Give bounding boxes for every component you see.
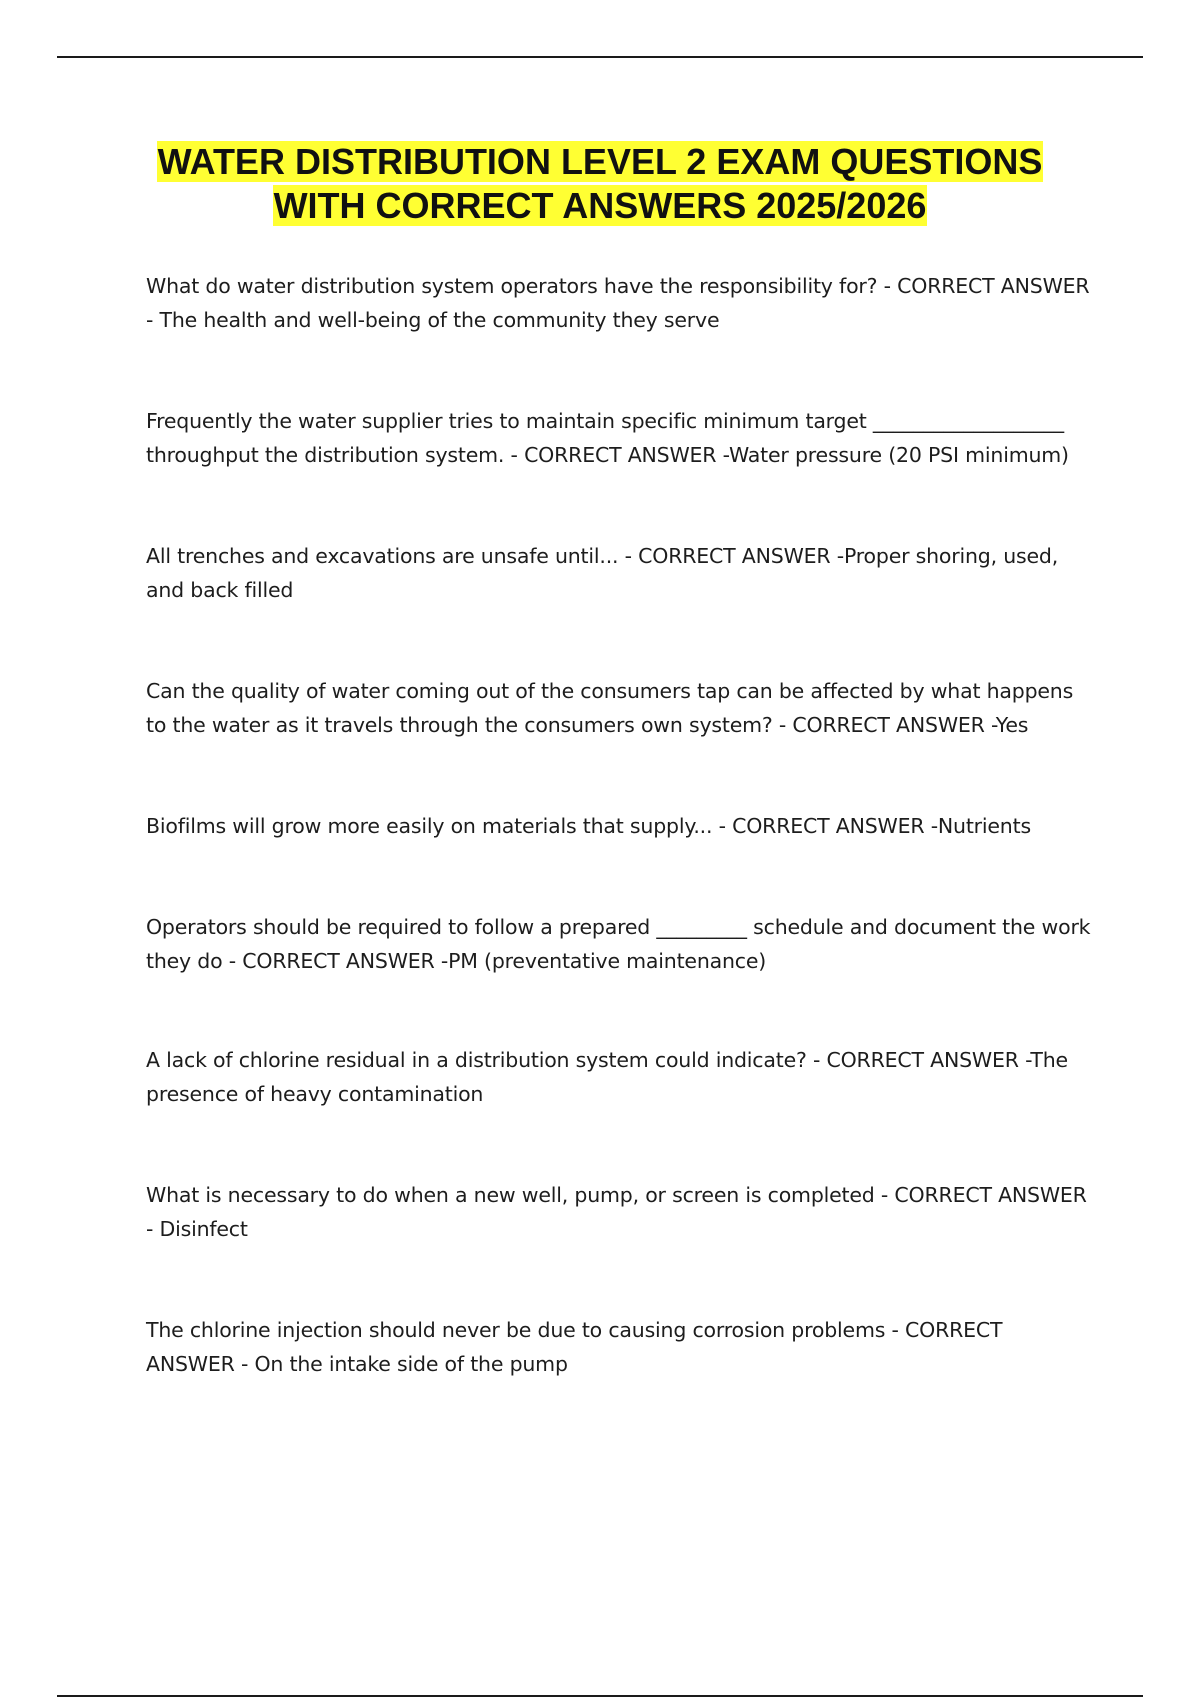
qa-item-9: The chlorine injection should never be due to causing corrosion problems - CORRECT ANSWER - On the intake side of the pump <box>146 1318 1003 1376</box>
qa-item-4: Can the quality of water coming out of the consumers tap can be affected by what happens to the water as it travels through the consumers own system? - CORRECT ANSWER -Yes <box>146 679 1074 737</box>
qa-item-6: Operators should be required to follow a prepared _________ schedule and document the work they do - CORRECT ANSWER -PM (preventative maintenance) <box>146 915 1091 973</box>
title-line-2: WITH CORRECT ANSWERS 2025/2026 <box>273 185 927 226</box>
qa-item-8: What is necessary to do when a new well, pump, or screen is completed - CORRECT ANSWER - Disinfect <box>146 1183 1087 1241</box>
title-line-1: WATER DISTRIBUTION LEVEL 2 EXAM QUESTIONS <box>157 141 1043 182</box>
bottom-divider <box>57 1695 1143 1697</box>
qa-item-2: Frequently the water supplier tries to maintain specific minimum target ___________________ throughput the distribution system. - CORRECT ANSWER -Water pressure (20 PSI minimum) <box>146 409 1069 467</box>
qa-item-5: Biofilms will grow more easily on materials that supply... - CORRECT ANSWER -Nutrients <box>146 814 1031 838</box>
qa-item-1: What do water distribution system operators have the responsibility for? - CORRECT ANSWER - The health and well-being of the community they serve <box>146 274 1090 332</box>
qa-item-3: All trenches and excavations are unsafe until... - CORRECT ANSWER -Proper shoring, used, and back filled <box>146 544 1059 602</box>
qa-item-7: A lack of chlorine residual in a distribution system could indicate? - CORRECT ANSWER -The presence of heavy contamination <box>146 1048 1068 1106</box>
